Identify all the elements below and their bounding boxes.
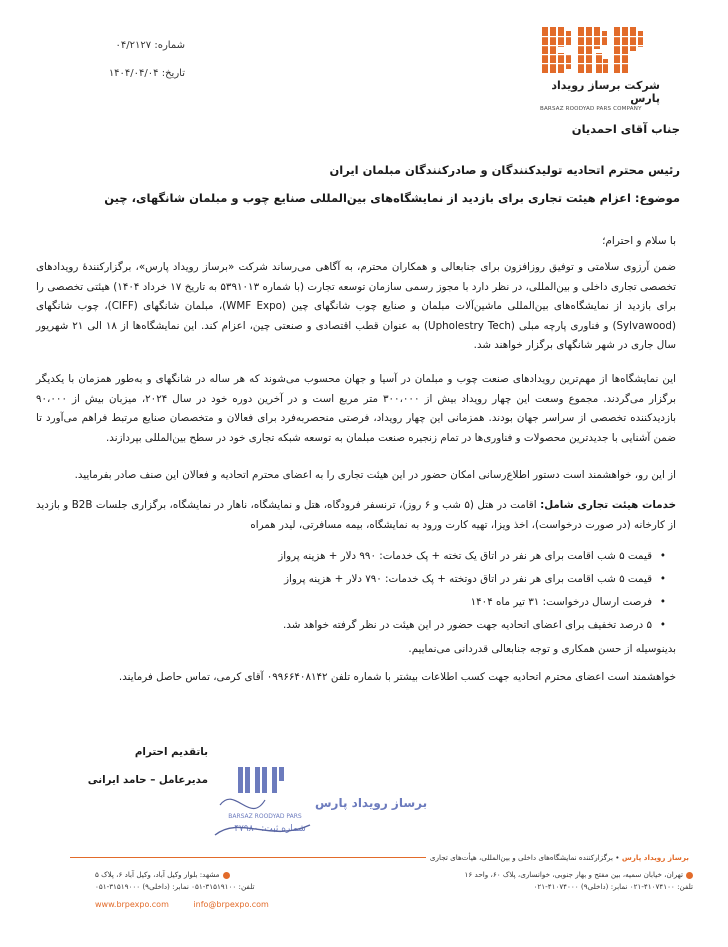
sign-regards: باتقدیم احترام xyxy=(134,746,208,758)
price-list xyxy=(106,545,666,637)
letter-date: تاریخ: ۱۴۰۴/۰۴/۰۴ xyxy=(108,68,185,79)
company-logo xyxy=(540,25,660,112)
stamp-name-en: BARSAZ ROODYAD PARS xyxy=(228,813,302,820)
brp-logo-icon xyxy=(540,25,650,77)
closing-contact: خواهشمند است اعضای محترم اتحادیه جهت کسب اطلاعات بیشتر با شماره تلفن ۰۹۹۶۶۴۰۸۱۴۲ آقای کرمی، تماس حاصل فرمایند. xyxy=(118,671,676,683)
email-link[interactable]: info@brpexpo.com xyxy=(193,900,269,909)
list-item: • قیمت ۵ شب اقامت برای هر نفر در اتاق یک تخته + پک خدمات: ۹۹۰ دلار + هزینه پرواز xyxy=(106,545,666,568)
body-paragraph-3: از این رو، خواهشمند است دستور اطلاع‌رسانی امکان حضور در این هیئت تجاری را به اعضای محترم اتحادیه و فعالان این صنف صادر بفرمایید. xyxy=(74,469,676,481)
footer-contacts xyxy=(95,900,291,909)
sign-name: مدیرعامل – حامد ایرانی xyxy=(87,774,208,786)
greeting: با سلام و احترام؛ xyxy=(602,235,676,247)
letter-subject: موضوع: اعزام هیئت تجاری برای بازدید از نمایشگاه‌های بین‌المللی صنایع چوب و مبلمان شانگهای، چین xyxy=(104,191,680,205)
location-pin-icon xyxy=(223,872,230,879)
website-link[interactable]: www.brpexpo.com xyxy=(95,900,169,909)
footer-brand: برساز رویداد پارس xyxy=(621,853,689,862)
company-stamp-icon xyxy=(210,765,428,845)
tehran-address: تهران، خیابان سمیه، بین مفتح و بهار جنوبی، خوانساری، پلاک ۶۰، واحد ۱۶ xyxy=(465,870,693,879)
mashhad-address: مشهد: بلوار وکیل آباد، وکیل آباد ۶، پلاک ۵ xyxy=(95,870,230,879)
letter-number: شماره: ۰۴/۲۱۲۷ xyxy=(115,40,185,51)
stamp-reg-number: شماره ثبت: ۴۷۹۸۰ xyxy=(234,824,306,834)
list-item: • ۵ درصد تخفیف برای اعضای اتحادیه جهت حضور در این هیئت در نظر گرفته خواهد شد. xyxy=(106,614,666,637)
footer-brand-line xyxy=(426,853,693,862)
mashhad-phones: تلفن: ۳۱۵۱۹۱۰۰-۰۵۱ نمابر: (داخلی۹) ۳۱۵۱۹۰۰۰-۰۵۱ xyxy=(95,882,255,891)
stamp-name-fa: برساز رویداد پارس xyxy=(315,796,428,810)
body-paragraph-2: این نمایشگاه‌ها از مهم‌ترین رویدادهای صنعت چوب و مبلمان در آسیا و جهان محسوب می‌شوند که هر ساله در شانگهای و به‌طور همزمان با یکدیگر برگزار می‌گردند. مجموع وسعت این چهار رویداد بیش از ۳۰۰،۰۰۰ متر مربع است و در آخرین دوره خود در سال ۲۰۲۴، میزبان بیش از ۹۰،۰۰۰ بازدیدکننده تخصصی از سراسر جهان بودند. همزمانی این چهار رویداد، فرصتی منحصربه‌فرد برای فعالان و متخصصان صنایع مرتبط فراهم می‌آورد تا ضمن آشنایی با جدیدترین محصولات و فناوری‌ها در تمام زنجیره صنعت مبلمان به توسعه شبکه تجاری خود در سطح بین‌المللی بپردازند. xyxy=(36,373,677,444)
location-pin-icon xyxy=(686,872,693,879)
signature-block xyxy=(88,738,208,794)
footer-tagline: • برگزارکننده نمایشگاه‌های داخلی و بین‌المللی، هیأت‌های تجاری xyxy=(429,853,622,862)
recipient-title: رئیس محترم اتحادیه تولیدکنندگان و صادرکنندگان مبلمان ایران xyxy=(329,163,680,177)
tehran-phones: تلفن: ۴۱۰۷۴۱۰۰-۰۲۱ نمابر: (داخلی۹) ۴۱۰۷۴۰۰۰-۰۲۱ xyxy=(533,882,693,891)
services-label: خدمات هیئت تجاری شامل: xyxy=(540,499,676,511)
logo-brand-fa: شرکت برساز رویداد پارس xyxy=(551,79,660,105)
letter-meta xyxy=(95,32,185,88)
recipient: جناب آقای احمدیان xyxy=(571,122,680,136)
logo-brand-en: BARSAZ ROODYAD PARS COMPANY xyxy=(540,106,642,112)
services-paragraph xyxy=(36,496,676,535)
list-item: • قیمت ۵ شب اقامت برای هر نفر در اتاق دوتخته + پک خدمات: ۷۹۰ دلار + هزینه پرواز xyxy=(106,568,666,591)
body-paragraph-1: ضمن آرزوی سلامتی و توفیق روزافزون برای جنابعالی و همکاران محترم، به آگاهی می‌رساند شرکت «برساز رویداد پارس»، برگزارکنندهٔ رویدادهای تخصصی تجاری داخلی و بین‌المللی، در نظر دارد با مجوز رسمی سازمان توسعه تجارت (با شماره ۵۳۹۱۰۱۳ به تاریخ ۱۷ خرداد ۱۴۰۴) هیئتی تخصصی را برای بازدید از نمایشگاه‌های بین‌المللی ماشین‌آلات مبلمان و صنایع چوب شانگهای چین (WMF Expo)، مبلمان شانگهای (CIFF)، چوب شانگهای (Sylvawood) و فناوری پارچه مبلی (Upholestry Tech) به عنوان قطب اقتصادی و صنعتی چین، اعزام کند. این نمایشگاه‌ها از ۱۸ الی ۲۱ شهریور سال جاری در شهر شانگهای برگزار خواهند شد. xyxy=(36,261,676,351)
services-text: اقامت در هتل (۵ شب و ۶ روز)، ترنسفر فرودگاه، هتل و نمایشگاه، ناهار در نمایشگاه، برگزاری جلسات B2B و بازدید از کارخانه (در صورت درخواست)، اخذ ویزا، تهیه کارت ورود به نمایشگاه، بیمه مسافرتی، لیدر همراه xyxy=(36,499,676,531)
list-item: • فرصت ارسال درخواست: ۳۱ تیر ماه ۱۴۰۴ xyxy=(106,591,666,614)
closing-thanks: بدینوسیله از حسن همکاری و توجه جنابعالی قدردانی می‌نماییم. xyxy=(408,643,676,655)
